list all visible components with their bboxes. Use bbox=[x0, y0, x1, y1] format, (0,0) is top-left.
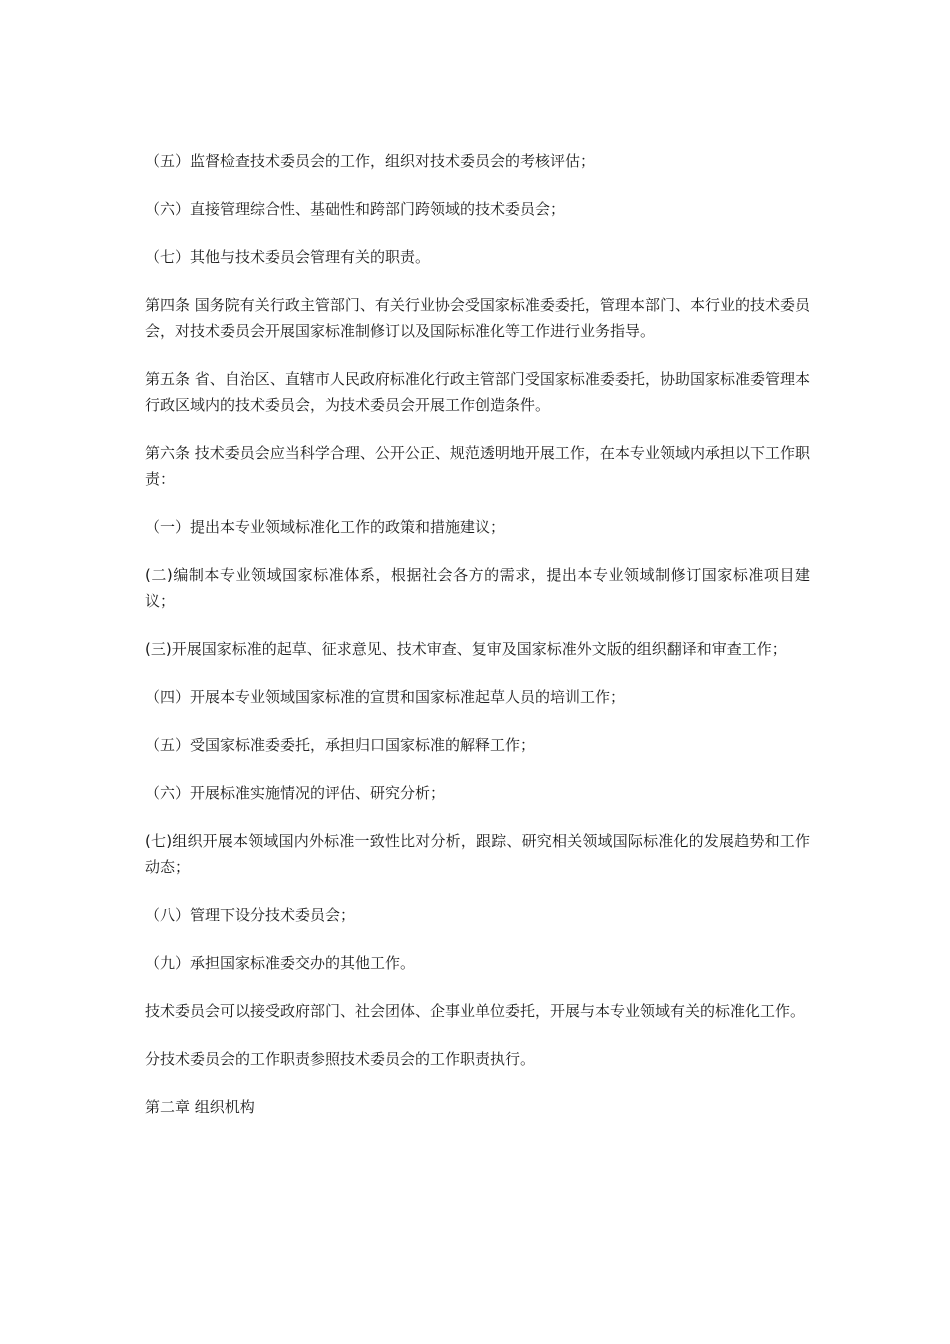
paragraph-duty-7: (七)组织开展本领域国内外标准一致性比对分析，跟踪、研究相关领域国际标准化的发展趋势和工作动态； bbox=[145, 832, 810, 876]
paragraph-duty-3: (三)开展国家标准的起草、征求意见、技术审查、复审及国家标准外文版的组织翻译和审查工作； bbox=[145, 640, 787, 658]
document-body bbox=[145, 148, 810, 1142]
paragraph-duty-5: （五）受国家标准委委托，承担归口国家标准的解释工作； bbox=[145, 736, 536, 754]
paragraph-item-7-other-duties: （七）其他与技术委员会管理有关的职责。 bbox=[145, 248, 431, 266]
paragraph-duty-2: (二)编制本专业领域国家标准体系，根据社会各方的需求，提出本专业领域制修订国家标准项目建议； bbox=[145, 566, 810, 610]
chapter-heading: 第二章 组织机构 bbox=[145, 1098, 255, 1116]
paragraph-duty-1: （一）提出本专业领域标准化工作的政策和措施建议； bbox=[145, 518, 506, 536]
paragraph-subcommittee-duties: 分技术委员会的工作职责参照技术委员会的工作职责执行。 bbox=[145, 1050, 536, 1068]
paragraph-duty-8: （八）管理下设分技术委员会； bbox=[145, 906, 356, 924]
paragraph-article-5: 第五条 省、自治区、直辖市人民政府标准化行政主管部门受国家标准委委托，协助国家标准委管理本行政区域内的技术委员会，为技术委员会开展工作创造条件。 bbox=[145, 370, 810, 414]
paragraph-article-4: 第四条 国务院有关行政主管部门、有关行业协会受国家标准委委托，管理本部门、本行业的技术委员会，对技术委员会开展国家标准制修订以及国际标准化等工作进行业务指导。 bbox=[145, 296, 810, 340]
paragraph-duty-4: （四）开展本专业领域国家标准的宣贯和国家标准起草人员的培训工作； bbox=[145, 688, 626, 706]
paragraph-item-5-supervise: （五）监督检查技术委员会的工作，组织对技术委员会的考核评估； bbox=[145, 152, 596, 170]
paragraph-article-6: 第六条 技术委员会应当科学合理、公开公正、规范透明地开展工作，在本专业领域内承担以下工作职责： bbox=[145, 444, 810, 488]
paragraph-entrusted-work: 技术委员会可以接受政府部门、社会团体、企事业单位委托，开展与本专业领域有关的标准化工作。 bbox=[145, 1002, 806, 1020]
paragraph-duty-6: （六）开展标准实施情况的评估、研究分析； bbox=[145, 784, 446, 802]
paragraph-duty-9: （九）承担国家标准委交办的其他工作。 bbox=[145, 954, 416, 972]
paragraph-item-6-direct-manage: （六）直接管理综合性、基础性和跨部门跨领域的技术委员会； bbox=[145, 200, 566, 218]
